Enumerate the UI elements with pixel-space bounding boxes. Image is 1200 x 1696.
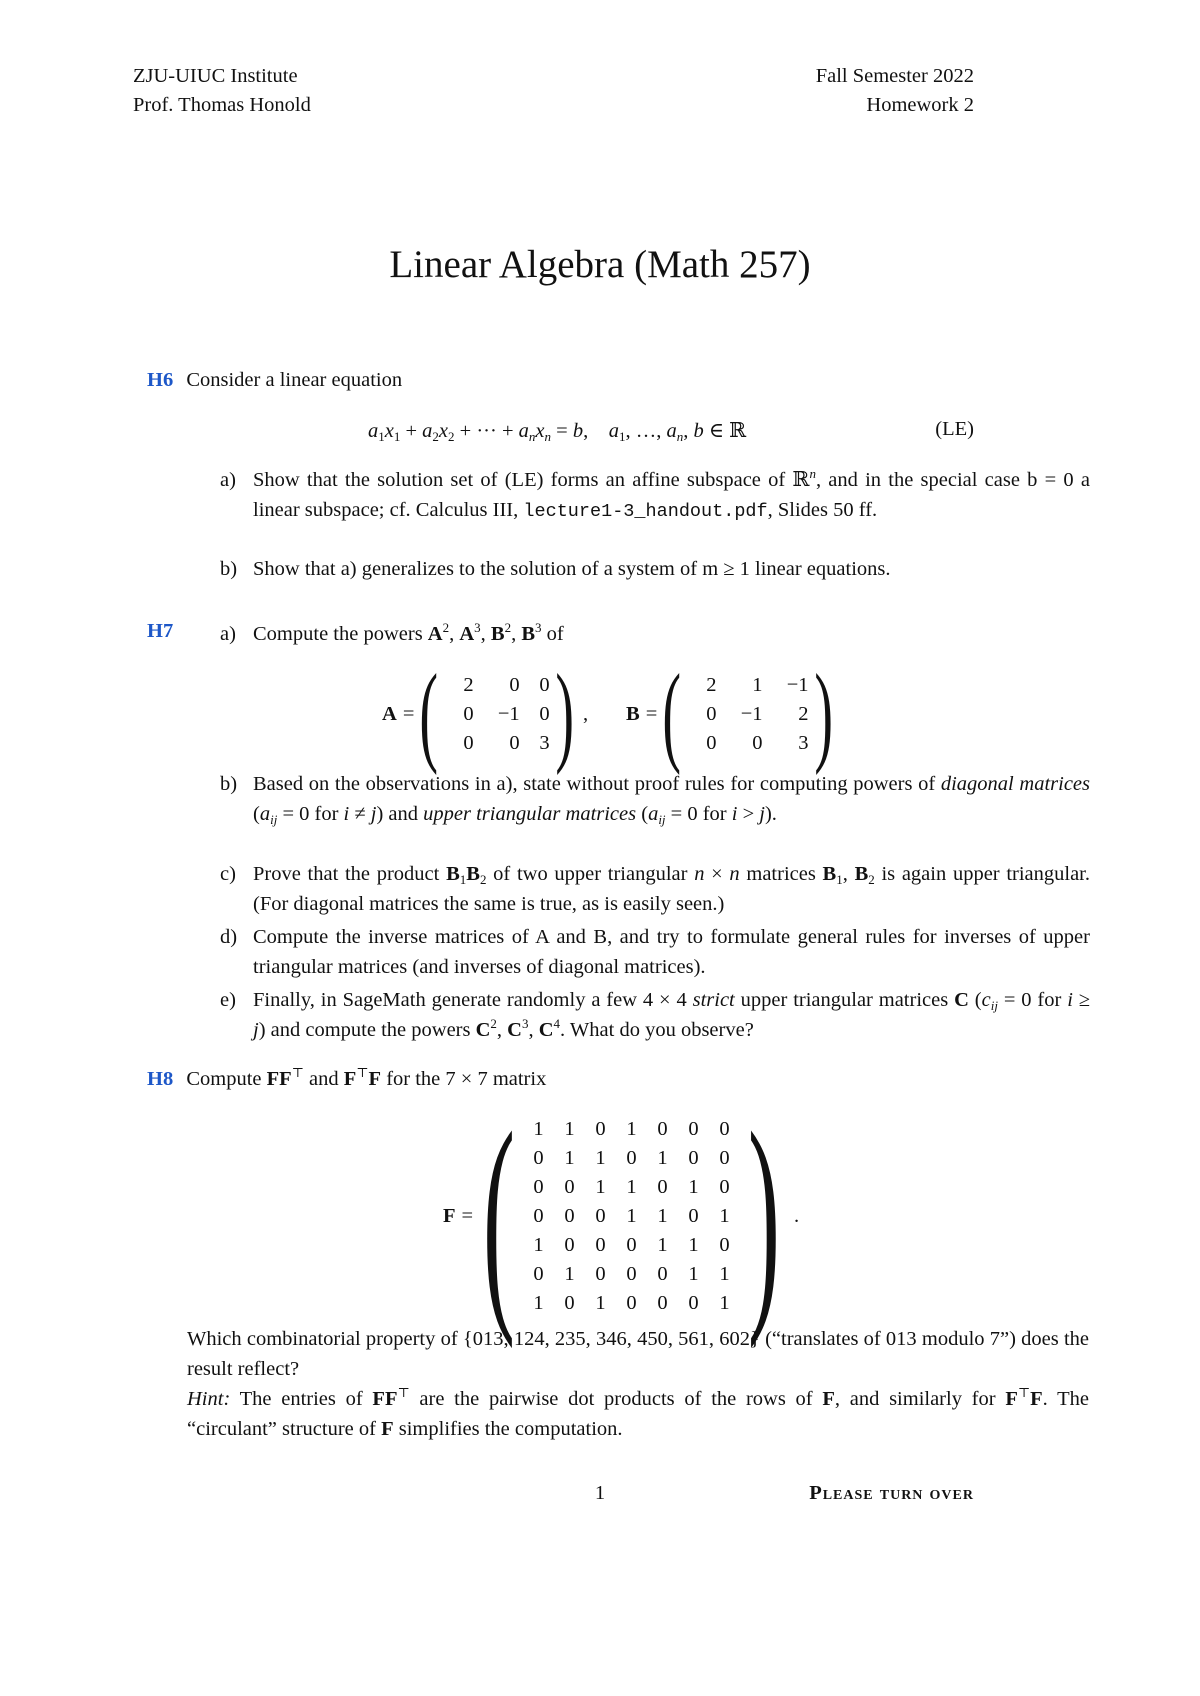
- matrix-cell: 0: [533, 1175, 544, 1198]
- matrix-cell: 1: [626, 1175, 637, 1198]
- matrix-cell: 1: [533, 1291, 544, 1314]
- matrix-cell: 0: [688, 1204, 699, 1227]
- professor-name: Prof. Thomas Honold: [133, 94, 311, 116]
- item-text: Prove that the product: [253, 863, 440, 885]
- matrix-cell: 0: [564, 1175, 575, 1198]
- item-text: Finally, in SageMath generate randomly a few 4 × 4: [253, 989, 687, 1011]
- item-label: d): [220, 926, 238, 948]
- problem-h8: H8 Compute FF⊤ and F⊤F for the 7 × 7 matrix: [147, 1065, 547, 1090]
- item-text: Show that a) generalizes to the solution of a system of m ≥ 1 linear equations.: [253, 558, 891, 580]
- matrix-cell: 0: [564, 1233, 575, 1256]
- header-left: [133, 62, 311, 120]
- matrix-cell: 0: [657, 1291, 668, 1314]
- h8-hint: Hint: The entries of FF⊤ are the pairwise dot products of the rows of F, and similarly for F⊤F. The “circulant” structure of F simplifies the computation.: [187, 1385, 1089, 1440]
- matrix-cell: 1: [657, 1204, 668, 1227]
- matrix-a: A = ( 2 0 0 0 −1 0 0 0 3 ) ,: [382, 652, 589, 776]
- document-title: Linear Algebra (Math 257): [389, 243, 811, 286]
- item-label: a): [220, 623, 236, 645]
- matrix-cell: 1: [688, 1233, 699, 1256]
- item-text: Show that the solution set of (LE) forms an affine subspace of ℝ: [253, 469, 810, 491]
- item-text: Based on the observations in a), state without proof rules for computing powers of: [253, 773, 936, 795]
- matrix-cell: 1: [657, 1146, 668, 1169]
- matrix-cell: 0: [595, 1204, 606, 1227]
- item-label: c): [220, 863, 236, 885]
- page-number: 1: [594, 1482, 606, 1504]
- institute-name: ZJU-UIUC Institute: [133, 65, 298, 87]
- matrix-cell: 0: [719, 1175, 730, 1198]
- matrix-cell: 0: [533, 1146, 544, 1169]
- matrix-row: [523, 1115, 740, 1144]
- matrix-cell: 0: [719, 1117, 730, 1140]
- homework-number: Homework 2: [866, 94, 974, 116]
- matrix-cell: 1: [595, 1175, 606, 1198]
- problem-intro: Consider a linear equation: [186, 369, 403, 391]
- problem-label: H6: [147, 369, 174, 391]
- matrix-cell: 0: [657, 1262, 668, 1285]
- matrix-cell: 1: [533, 1117, 544, 1140]
- problem-h6: [147, 369, 402, 392]
- problem-label: H8: [147, 1068, 174, 1090]
- matrix-cell: 0: [657, 1175, 668, 1198]
- linear-equation: $a_1x_1 + a_2x_2$ + ··· + $a_nx_n = b$, $a_1$, …, $a_n$, b ∈ ℝ: [368, 420, 747, 444]
- matrix-cell: 1: [626, 1204, 637, 1227]
- matrix-cell: 0: [595, 1233, 606, 1256]
- matrix-cell: 0: [719, 1146, 730, 1169]
- matrix-cell: 0: [533, 1262, 544, 1285]
- header-right: [816, 62, 974, 120]
- matrix-row: [523, 1173, 740, 1202]
- matrix-cell: 1: [595, 1146, 606, 1169]
- matrix-cell: 0: [595, 1117, 606, 1140]
- matrix-cell: 1: [564, 1117, 575, 1140]
- matrix-cell: 1: [564, 1146, 575, 1169]
- filename: lecture1-3_handout.pdf: [523, 500, 768, 522]
- matrix-cell: 1: [595, 1291, 606, 1314]
- matrix-cell: 1: [533, 1233, 544, 1256]
- problem-label: H7: [147, 620, 174, 642]
- matrix-cell: 0: [595, 1262, 606, 1285]
- h8-question: Which combinatorial property of {013, 124, 235, 346, 450, 561, 602} (“translates of 013 modulo 7”) does the result reflect?: [187, 1328, 1089, 1380]
- item-label: b): [220, 773, 238, 795]
- matrix-f: F = ( 1 1 0 1 0 0 0 0 1 1 0 1 0 0 0 0 1 1 0 1 0 0 0 0 1 1 0 1 1 0 0 0 1 1 0 0 1 0 0 0 1 1 1 0 1 0 0 0 1 ) .: [443, 1083, 800, 1349]
- matrix-row: [523, 1289, 740, 1318]
- matrix-cell: 0: [626, 1262, 637, 1285]
- matrix-cell: 0: [564, 1291, 575, 1314]
- matrix-cell: 1: [719, 1204, 730, 1227]
- turn-over-note: Please turn over: [809, 1482, 974, 1504]
- matrix-cell: 0: [657, 1117, 668, 1140]
- matrix-row: [523, 1144, 740, 1173]
- matrix-cell: 0: [626, 1146, 637, 1169]
- matrix-cell: 0: [688, 1117, 699, 1140]
- matrix-cell: 1: [719, 1262, 730, 1285]
- item-label: a): [220, 469, 236, 491]
- matrix-cell: 1: [626, 1117, 637, 1140]
- matrix-row: [523, 1202, 740, 1231]
- matrix-cell: 0: [533, 1204, 544, 1227]
- matrix-row: [523, 1231, 740, 1260]
- matrix-b: B = ( 2 1 −1 0 −1 2 0 0 3 ): [626, 652, 833, 776]
- item-text: Compute the inverse matrices of A and B, and try to formulate general rules for inverses of upper triangular matrices (and inverses of diagonal matrices).: [253, 926, 1090, 978]
- matrix-cell: 0: [564, 1204, 575, 1227]
- hint-label: Hint:: [187, 1388, 231, 1410]
- matrix-row: [523, 1260, 740, 1289]
- matrix-cell: 1: [688, 1175, 699, 1198]
- matrix-cell: 0: [688, 1291, 699, 1314]
- h6-item-a: a) Show that the solution set of (LE) forms an affine subspace of ℝ$^n$, and in the special case b = 0 a linear subspace; cf. Calculus III, lecture1-3_handout.pdf, Slides 50 ff.: [220, 466, 1090, 522]
- matrix-cell: 1: [564, 1262, 575, 1285]
- matrix-cell: 1: [688, 1262, 699, 1285]
- matrix-cell: 0: [719, 1233, 730, 1256]
- matrix-cell: 1: [719, 1291, 730, 1314]
- item-label: b): [220, 558, 238, 580]
- equation-tag: (LE): [935, 418, 974, 440]
- matrix-cell: 1: [657, 1233, 668, 1256]
- item-label: e): [220, 989, 236, 1011]
- item-text: Compute the powers: [253, 623, 423, 645]
- matrix-cell: 0: [626, 1291, 637, 1314]
- matrix-cell: 0: [688, 1146, 699, 1169]
- matrix-cell: 0: [626, 1233, 637, 1256]
- semester: Fall Semester 2022: [815, 65, 974, 87]
